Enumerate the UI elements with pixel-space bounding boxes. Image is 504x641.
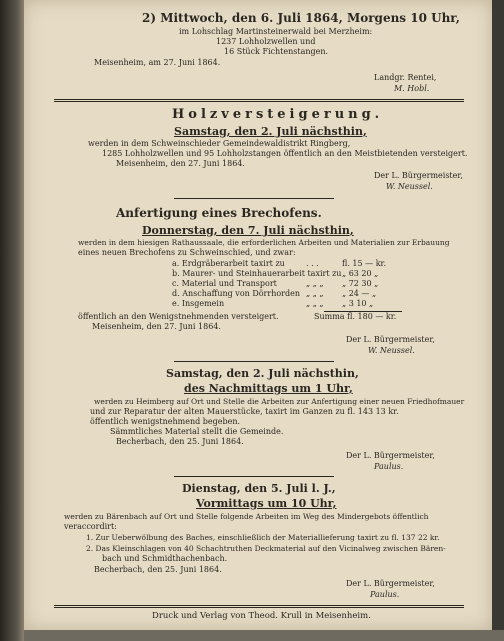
document-page [24,0,492,630]
s3-office: Der L. Bürgermeister, [346,335,435,344]
s3-item-c-dots: „ „ „ [306,279,324,288]
page-bottom-edge [24,630,504,641]
s3-item-b-amount: „ 63 20 „ [342,269,379,278]
s2-office: Der L. Bürgermeister, [374,171,463,180]
s3-item-a-dots: . . . [306,259,319,268]
s4-line2: und zur Reparatur der alten Mauerstücke, taxirt im Ganzen zu fl. 143 13 kr. [90,407,399,416]
s3-place-date: Meisenheim, den 27. Juni 1864. [92,322,221,331]
s4-signer: Paulus. [374,462,404,471]
s3-item-c-amount: „ 72 30 „ [342,279,379,288]
s3-item-e-amount: „ 3 10 „ [342,299,374,308]
s3-item-a-label: a. Erdgräberarbeit taxirt zu [172,259,285,268]
s5-line2: veraccordirt: [64,522,117,531]
s4-line3: öffentlich wenigstnehmend begeben. [90,417,241,426]
s4-office: Der L. Bürgermeister, [346,451,435,460]
s5-item2b: bach und Schmidthachenbach. [102,554,228,563]
s1-title: 2) Mittwoch, den 6. Juli 1864, Morgens 10 Uhr, [142,11,460,25]
divider-2 [174,198,334,199]
s1-line2: 1237 Lohholzwellen und [216,37,316,46]
s4-date-line2: des Nachmittags um 1 Uhr, [184,382,353,395]
s3-item-d-label: d. Anschaffung von Dörrhorden [172,289,301,298]
s2-date-line: Samstag, den 2. Juli nächsthin, [174,125,367,138]
s2-heading: Holzversteigerung. [172,107,384,122]
s1-office: Landgr. Rentei, [374,73,437,82]
s4-line4: Sämmtliches Material stellt die Gemeinde. [110,427,284,436]
s5-item2a: 2. Das Kleinschlagen von 40 Schachtruthen Deckmaterial auf den Vicinalweg zwischen Bären- [86,544,446,553]
s3-item-d-amount: „ 24 — „ [342,289,377,298]
s3-item-e-dots: „ „ „ [306,299,324,308]
s1-place-date: Meisenheim, am 27. Juni 1864. [94,58,221,67]
s2-line2: 1285 Lohholzwellen und 95 Lohholzstangen öffentlich an den Meistbietenden versteigert. [102,149,468,158]
s2-place-date: Meisenheim, den 27. Juni 1864. [116,159,245,168]
divider-3 [174,361,334,362]
s5-signer: Paulus. [370,590,400,599]
s3-date-line: Donnerstag, den 7. Juli nächsthin, [142,224,354,237]
s3-heading: Anfertigung eines Brechofens. [116,206,322,220]
s3-signer: W. Neussel. [368,346,415,355]
s5-date-line2: Vormittags um 10 Uhr, [196,497,337,510]
divider-1 [54,99,464,102]
s5-office: Der L. Bürgermeister, [346,579,435,588]
s4-place-date: Becherbach, den 25. Juni 1864. [116,437,244,446]
s3-line2: eines neuen Brechofens zu Schweinschied, und zwar: [78,248,296,257]
s3-line3: öffentlich an den Wenigstnehmenden versteigert. [78,312,279,321]
s1-signer: M. Hobl. [394,84,430,93]
s1-line3: 16 Stück Fichtenstangen. [224,47,329,56]
s4-line1: werden zu Heimberg auf Ort und Stelle die Arbeiten zur Anfertigung einer neuen Friedhofmauer [94,397,465,406]
footer-imprint: Druck und Verlag von Theod. Krull in Meisenheim. [152,611,371,621]
s1-line1: im Lohschlag Martinsteinerwald bei Merzheim: [179,27,373,36]
s3-sum: Summa fl. 180 — kr. [314,312,397,321]
s3-item-c-label: c. Material und Transport [172,279,277,288]
s3-item-b-label: b. Maurer- und Steinhauerarbeit taxirt zu [172,269,342,278]
s5-date-line1: Dienstag, den 5. Juli l. J., [182,482,336,495]
s2-signer: W. Neussel. [386,182,433,191]
divider-4 [174,476,334,477]
s2-line1: werden in dem Schweinschieder Gemeindewaldistrikt Ringberg, [88,139,351,148]
s5-place-date: Becherbach, den 25. Juni 1864. [94,565,222,574]
s4-date-line1: Samstag, den 2. Juli nächsthin, [166,367,359,380]
s5-item1: 1. Zur Ueberwölbung des Baches, einschließlich der Materiallieferung taxirt zu fl. 137 22 kr. [86,533,440,542]
book-binding [0,0,24,641]
s3-line1: werden in dem hiesigen Rathaussaale, die erforderlichen Arbeiten und Materialien zur Erbauung [78,238,450,247]
s3-item-e-label: e. Insgemein [172,299,225,308]
divider-5 [54,605,464,608]
s5-line1: werden zu Bärenbach auf Ort und Stelle folgende Arbeiten im Weg des Mindergebots öffentlich [64,512,429,521]
s3-item-a-amount: fl. 15 — kr. [342,259,387,268]
s3-item-d-dots: „ „ „ [306,289,324,298]
